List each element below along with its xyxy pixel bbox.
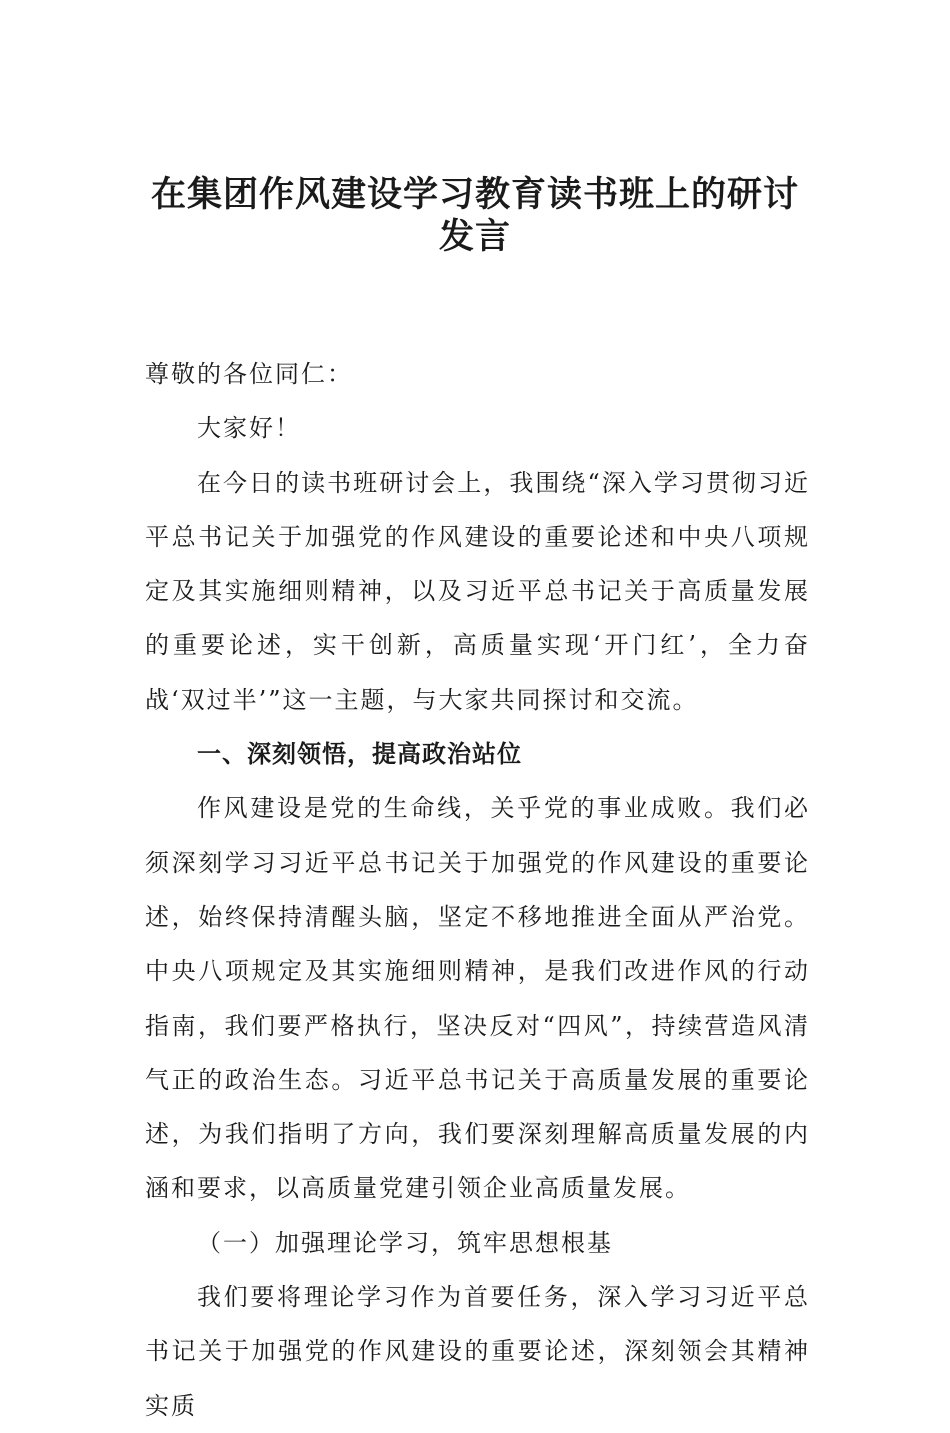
subsection-1-heading: （一）加强理论学习，筑牢思想根基 (197, 1228, 613, 1257)
salutation: 尊敬的各位同仁： (145, 360, 353, 388)
document-title-line-2: 发言 (438, 217, 511, 257)
subsection-1-paragraph: 我们要将理论学习作为首要任务，深入学习习近平总书记关于加强党的作风建设的重要论述，深刻领会其精神实质 (145, 1283, 810, 1420)
greeting: 大家好！ (197, 414, 301, 443)
document-body (145, 347, 810, 1433)
section-1-heading: 一、深刻领悟，提高政治站位 (197, 740, 522, 769)
document-title-line-1: 在集团作风建设学习教育读书班上的研讨 (150, 175, 799, 215)
intro-paragraph: 在今日的读书班研讨会上，我围绕“深入学习贯彻习近平总书记关于加强党的作风建设的重要论述和中央八项规定及其实施细则精神，以及习近平总书记关于高质量发展的重要论述，实干创新，高质量实现‘开门红’，全力奋战‘双过半’”这一主题，与大家共同探讨和交流。 (145, 468, 810, 714)
section-1-paragraph: 作风建设是党的生命线，关乎党的事业成败。我们必须深刻学习习近平总书记关于加强党的作风建设的重要论述，始终保持清醒头脑，坚定不移地推进全面从严治党。中央八项规定及其实施细则精神，是我们改进作风的行动指南，我们要严格执行，坚决反对“四风”，持续营造风清气正的政治生态。习近平总书记关于高质量发展的重要论述，为我们指明了方向，我们要深刻理解高质量发展的内涵和要求，以高质量党建引领企业高质量发展。 (145, 794, 810, 1203)
